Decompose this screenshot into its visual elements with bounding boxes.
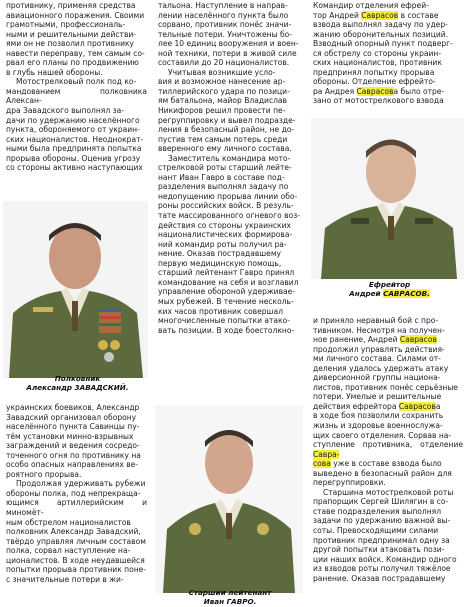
text-line: обороны. Отделение ефрейто- [313, 77, 436, 87]
text-line: действия ефрейтора Саврасова [313, 401, 441, 411]
text-line: заграждений и ведения сосредо- [6, 441, 140, 451]
caption-rank: Старший лейтенант [188, 588, 272, 597]
text-line: противнику, применяя средства [6, 1, 136, 10]
column-2-text [158, 1, 302, 335]
text-line: ся обстрелу со стороны украин- [313, 48, 442, 58]
text-line: ям батальона, майор Владислав [158, 96, 288, 106]
text-line: вия и возможное нанесение ар- [158, 77, 286, 87]
text-line: дачи по удержанию населённого [6, 115, 140, 125]
text-line: разделения выполнял задачу по [158, 182, 289, 192]
text-line: жанию оборонительных позиций. [313, 29, 449, 39]
text-line: многочисленные попытки атако- [158, 316, 290, 326]
text-line: перегруппировки. [313, 478, 386, 488]
text-line: ступление противника, отделение Савра- [313, 440, 463, 459]
text-line: управление обороной удерживае- [158, 287, 296, 297]
text-line: и приняло неравный бой с про- [313, 316, 439, 325]
text-line: мандованием полковника Алексан- [6, 86, 147, 106]
text-line: регруппировку и вывел подразде- [158, 115, 296, 125]
caption-gavro [160, 589, 300, 607]
text-line: деления удалось удержать атаку [313, 363, 449, 373]
caption-savrasov [318, 281, 461, 299]
highlighted-surname: Савра- [313, 449, 340, 459]
caption-name: Александр ЗАВАДСКИЙ. [26, 382, 129, 392]
text-line: предпринял попытку прорыва [313, 67, 435, 77]
text-line: ранение. Оказав пострадавшему [313, 573, 446, 583]
text-line: рвал его планы по продвижению [6, 58, 139, 68]
text-line: ционалистов. В ходе неудавшейся [6, 555, 145, 565]
highlighted-surname: Саврасов [398, 401, 436, 411]
text-line: противник предпринимал одну за [313, 535, 450, 545]
text-line: тиллерийского удара по позици- [158, 86, 290, 96]
text-line: авиационного поражения. Своими [6, 10, 145, 20]
text-line: тивником. Несмотря на получен- [313, 325, 445, 335]
text-line: ции наших войск. Командир одного [313, 554, 457, 564]
text-line: твёрдо управляя личным составом [6, 536, 146, 546]
text-line: тор Андрей Саврасов в составе [313, 10, 439, 20]
caption-name: Андрей САВРАСОВ. [349, 288, 430, 298]
highlighted-surname: Саврасов [361, 10, 399, 20]
text-line: потери. Умелые и решительные [313, 392, 442, 402]
text-line: ми личного состава. Силами от- [313, 354, 441, 364]
text-line: продолжил управлять действия- [313, 344, 445, 354]
text-line: старший лейтенант Гавро принял [158, 268, 295, 278]
text-line: Никифоров решил провести пе- [158, 106, 286, 116]
text-line: листов, противник понёс серьёзные [313, 382, 458, 392]
text-line: полковник Александр Завадский, [6, 527, 141, 537]
text-line: ских националистов, противник [313, 58, 442, 68]
text-line: Мотострелковый полк под ко- [16, 77, 137, 87]
column-1-top-text [6, 1, 147, 173]
text-line: первую медицинскую помощь, [158, 258, 282, 268]
caption-rank: Ефрейтор [368, 280, 411, 289]
text-line: попытки прорыва противник поне- [6, 565, 147, 575]
text-line: Продолжая удерживать рубежи [16, 479, 146, 489]
text-line: тельные потери. Уничтожены бо- [158, 29, 292, 39]
text-line: ра Андрея Саврасова было отре- [313, 86, 445, 96]
text-line: точенного огня по противнику на [6, 450, 141, 460]
text-line: действия со стороны украинских [158, 220, 291, 230]
highlighted-surname: сова [313, 459, 331, 469]
text-line: ными и решительными действи- [6, 29, 137, 39]
text-line: грамотными, профессиональ- [6, 20, 126, 30]
text-line: недопущению прорыва линии обо- [158, 191, 298, 201]
text-line: украинских боевиков, Александр [6, 403, 140, 412]
text-line: Командир отделения ефрей- [313, 1, 429, 10]
text-line: полка, сорвал наступление на- [6, 546, 131, 556]
column-3-top-text [313, 1, 463, 106]
text-line: сова уже в составе взвода было [313, 459, 442, 469]
photo-colonel-zavadsky [3, 201, 148, 378]
text-line: обороны полка, под непрекраща- [6, 488, 141, 498]
text-line: в ходе боя позволили сохранить [313, 411, 444, 421]
text-line: сорвано, противник понёс значи- [158, 20, 292, 30]
text-line: Старшина мотострелковой роты [323, 487, 454, 497]
text-line: жизнь и здоровье военнослужа- [313, 421, 443, 431]
text-line: населённого пункта Савинцы пу- [6, 422, 140, 432]
text-line: стрелковой роты старший лейте- [158, 163, 292, 173]
text-line: задачи по удержанию важной вы- [313, 516, 451, 526]
text-line: из взводов роты получил тяжёлое [313, 564, 451, 574]
caption-zavadsky [10, 375, 145, 393]
text-line: выведено в безопасный район для [313, 468, 452, 478]
text-line: прапорщик Сергей Шилягин в со- [313, 497, 449, 507]
text-line: ями он не позволил противнику [6, 39, 134, 49]
text-line: с значительные потери в жи- [6, 574, 124, 584]
text-line: ным обстрелом националистов [6, 517, 131, 527]
text-line: ставе подразделения выполнял [313, 506, 442, 516]
text-line: пустив тем самым потерь среди [158, 134, 288, 144]
caption-name: Иван ГАВРО. [203, 596, 257, 606]
text-line: мых рубежей. В течение несколь- [158, 296, 294, 306]
text-line: тальона. Наступление в направ- [158, 1, 288, 10]
text-line: командование на себя и возглавил [158, 277, 299, 287]
text-line: соты. Превосходящими силами [313, 526, 439, 536]
text-line: Завадский организовал оборону [6, 412, 137, 422]
text-line: другой попытки атаковать пози- [313, 545, 445, 555]
text-line: составили до 20 националистов. [158, 58, 290, 68]
highlighted-surname: Саврасов [399, 335, 437, 345]
text-line: со стороны активно наступающих [6, 163, 143, 173]
text-line: щих своего отделения. Сорвав на- [313, 430, 452, 440]
text-line: вверенного ему личного состава. [158, 144, 292, 154]
text-line: диверсионной группы национа- [313, 373, 441, 383]
text-line: тате массированного огневого воз- [158, 211, 300, 221]
text-line: лее 10 единиц вооружения и воен- [158, 39, 299, 49]
text-line: навести переправу, тем самым со- [6, 48, 145, 58]
text-line: националистических формирова- [158, 230, 293, 240]
photo-lieutenant-gavro [155, 405, 303, 593]
text-line: Взводный опорный пункт подверг- [313, 39, 453, 49]
text-line: вать позиции. В ходе боестолкно- [158, 325, 295, 335]
text-line: Учитывая возникшие усло- [168, 67, 276, 77]
text-line: ний командир роты получил ра- [158, 239, 287, 249]
text-line: роны российских войск. В резуль- [158, 201, 294, 211]
text-line: нение. Оказав пострадавшему [158, 249, 281, 259]
column-3-bottom-text [313, 316, 463, 583]
text-line: пункта, обороняемого от украин- [6, 125, 140, 135]
text-line: дра Завадского выполнял за- [6, 106, 124, 116]
photo-efreitor-savrasov [311, 118, 464, 279]
text-line: тём установки минно-взрывных [6, 431, 134, 441]
text-line: ких часов противник совершал [158, 306, 283, 316]
text-line: особо опасных направлениях ве- [6, 460, 139, 470]
text-line: нант Иван Гавро в составе под- [158, 172, 285, 182]
text-line: ными была предпринята попытка [6, 144, 142, 154]
text-line: ное ранение, Андрей Саврасов [313, 335, 437, 345]
text-line: Заместитель командира мото- [168, 153, 291, 163]
text-line: взвода выполнял задачу по удер- [313, 20, 448, 30]
text-line: ющимся артиллерийским и миномёт- [6, 498, 147, 518]
column-1-bottom-text [6, 403, 147, 584]
highlighted-surname: Саврасов [356, 86, 394, 96]
text-line: прорыва обороны. Оценив угрозу [6, 153, 141, 163]
text-line: ских националистов. Неоднократ- [6, 134, 144, 144]
text-line: роятного прорыва. [6, 469, 82, 479]
text-line: в глубь нашей обороны. [6, 67, 103, 77]
text-line: ной техники, потери в живой силе [158, 48, 297, 58]
text-line: лении населённого пункта было [158, 10, 289, 20]
text-line: ления в безопасный район, не до- [158, 125, 295, 135]
caption-rank: Полковник [54, 374, 101, 383]
text-line: зано от мотострелкового взвода [313, 96, 444, 106]
